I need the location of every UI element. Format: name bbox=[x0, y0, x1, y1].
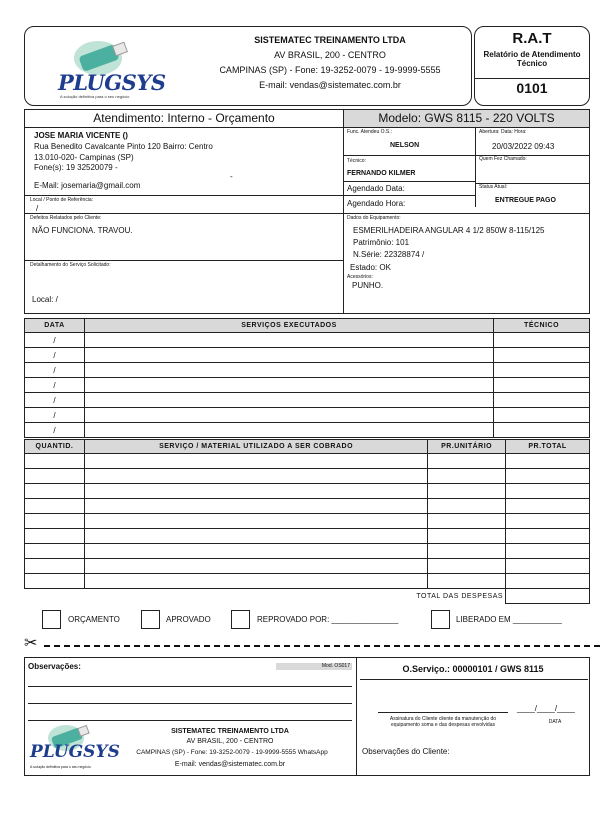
opening-value: 20/03/2022 09:43 bbox=[492, 142, 555, 151]
accessories-label: Acessórios: bbox=[347, 274, 373, 280]
company-address: AV BRASIL, 200 - CENTRO bbox=[274, 50, 386, 60]
client-dash: - bbox=[230, 172, 233, 181]
table-row bbox=[25, 469, 590, 484]
location-value: / bbox=[36, 204, 39, 213]
scissors-icon: ✂ bbox=[24, 635, 38, 652]
sign-caption: Assinatura do Cliente cliente da manutenção do equipamento soma e das despesas envolvidas bbox=[389, 716, 497, 728]
released-checkbox[interactable] bbox=[431, 610, 450, 629]
budget-checkbox[interactable] bbox=[42, 610, 61, 629]
table-row: / bbox=[25, 423, 590, 438]
table-row: / bbox=[25, 363, 590, 378]
accessories-value: PUNHO. bbox=[352, 281, 384, 290]
services-table bbox=[24, 318, 590, 438]
model-title: Modelo: GWS 8115 - 220 VOLTS bbox=[344, 110, 589, 127]
footer-email: E-mail: vendas@sistematec.com.br bbox=[174, 761, 286, 768]
table-row bbox=[25, 544, 590, 559]
client-obs-label: Observações do Cliente: bbox=[362, 747, 450, 756]
logo-tagline: A solução definitiva para o seu negócio bbox=[60, 94, 130, 99]
func-value: NELSON bbox=[390, 142, 420, 149]
obs-label: Observações: bbox=[28, 662, 81, 671]
doc-code: R.A.T bbox=[512, 30, 552, 47]
col-header-date: DATA bbox=[25, 319, 85, 333]
defects-value: NÃO FUNCIONA. TRAVOU. bbox=[32, 226, 133, 235]
table-row bbox=[25, 574, 590, 589]
col-header-technician: TÉCNICO bbox=[494, 319, 590, 333]
footer-logo-tagline: A solução definitiva para o seu negócio bbox=[30, 765, 91, 769]
total-label: TOTAL DAS DESPESAS bbox=[25, 589, 506, 604]
date-caption: DATA bbox=[548, 719, 562, 725]
attendance-title: Atendimento: Interno - Orçamento bbox=[93, 111, 275, 125]
footer-company: SISTEMATEC TREINAMENTO LTDA bbox=[171, 728, 289, 735]
col-header-unit-price: PR.UNITÁRIO bbox=[428, 440, 506, 454]
approved-checkbox[interactable] bbox=[141, 610, 160, 629]
table-row bbox=[25, 484, 590, 499]
company-name: SISTEMATEC TREINAMENTO LTDA bbox=[254, 35, 406, 45]
footer-logo bbox=[28, 722, 120, 774]
total-value bbox=[506, 589, 590, 604]
table-row: / bbox=[25, 408, 590, 423]
client-address: Rua Benedito Cavalcante Pinto 120 Bairro: Centro bbox=[34, 142, 213, 151]
col-header-quantity: QUANTID. bbox=[25, 440, 85, 454]
rejected-checkbox[interactable] bbox=[231, 610, 250, 629]
doc-number: 0101 bbox=[516, 80, 548, 96]
col-header-services: SERVIÇOS EXECUTADOS bbox=[84, 319, 493, 333]
released-label: LIBERADO EM ___________ bbox=[456, 615, 562, 624]
status-value: ENTREGUE PAGO bbox=[495, 197, 556, 204]
table-row: / bbox=[25, 378, 590, 393]
equipment-serial: N.Série: 22328874 / bbox=[353, 250, 425, 259]
company-email: E-mail: vendas@sistematec.com.br bbox=[259, 80, 401, 90]
col-header-total-price: PR.TOTAL bbox=[506, 440, 590, 454]
footer-logo-text: PLUGSYS bbox=[30, 742, 120, 762]
table-row: / bbox=[25, 393, 590, 408]
rejected-label: REPROVADO POR: _______________ bbox=[257, 615, 399, 624]
tech-value: FERNANDO KILMER bbox=[347, 170, 416, 177]
budget-label: ORÇAMENTO bbox=[68, 615, 120, 624]
table-row bbox=[25, 529, 590, 544]
table-row bbox=[25, 559, 590, 574]
sched-time-label: Agendado Hora: bbox=[347, 199, 406, 208]
col-header-material: SERVIÇO / MATERIAL UTILIZADO A SER COBRADO bbox=[84, 440, 427, 454]
cut-line bbox=[44, 645, 600, 647]
location-label: Local / Ponto de Referência: bbox=[30, 197, 94, 203]
footer-address: AV BRASIL, 200 - CENTRO bbox=[186, 738, 274, 745]
equipment-patrimony: Patrimônio: 101 bbox=[353, 238, 410, 247]
client-city: 13.010-020- Campinas (SP) bbox=[34, 153, 134, 162]
who-called-label: Quem Fez Chamado: bbox=[479, 156, 527, 162]
detail-label: Detalhamento do Serviço Solicitado: bbox=[30, 262, 111, 268]
status-label: Status Atual: bbox=[479, 184, 508, 190]
sched-date-label: Agendado Data: bbox=[347, 184, 405, 193]
table-row: / bbox=[25, 333, 590, 348]
tech-label: Técnico: bbox=[347, 158, 366, 164]
table-row bbox=[25, 499, 590, 514]
approved-label: APROVADO bbox=[166, 615, 211, 624]
company-logo bbox=[56, 36, 166, 104]
logo-text: PLUGSYS bbox=[58, 70, 166, 95]
footer-phone: CAMPINAS (SP) - Fone: 19-3252-0079 - 19-9999-5555 WhatsApp bbox=[136, 749, 328, 756]
client-phone: Fone(s): 19 32520079 - bbox=[34, 163, 118, 172]
equipment-state: Estado: OK bbox=[350, 263, 391, 272]
detail-local: Local: / bbox=[32, 295, 58, 304]
equipment-desc: ESMERILHADEIRA ANGULAR 4 1/2 850W 8-115/125 bbox=[353, 226, 545, 235]
table-row: / bbox=[25, 348, 590, 363]
client-name: JOSE MARIA VICENTE () bbox=[34, 131, 128, 140]
equipment-label: Dados do Equipamento: bbox=[347, 215, 401, 221]
mod-code: Mod. OS017 bbox=[276, 663, 352, 670]
defects-label: Defeitos Relatados pelo Cliente: bbox=[30, 215, 102, 221]
materials-table bbox=[24, 439, 590, 604]
os-title: O.Serviço.: 00000101 / GWS 8115 bbox=[402, 664, 544, 674]
date-blank: ____/____/____ bbox=[517, 704, 575, 713]
func-label: Func. Atendeu O.S.: bbox=[347, 129, 393, 135]
opening-label: Abertura: Data: Hora: bbox=[479, 129, 527, 135]
doc-title: Relatório de Atendimento Técnico bbox=[483, 50, 581, 68]
table-row bbox=[25, 514, 590, 529]
company-phone: CAMPINAS (SP) - Fone: 19-3252-0079 - 19-9999-5555 bbox=[219, 65, 441, 75]
table-row bbox=[25, 454, 590, 469]
client-email: E-Mail: josemaria@gmail.com bbox=[34, 181, 141, 190]
